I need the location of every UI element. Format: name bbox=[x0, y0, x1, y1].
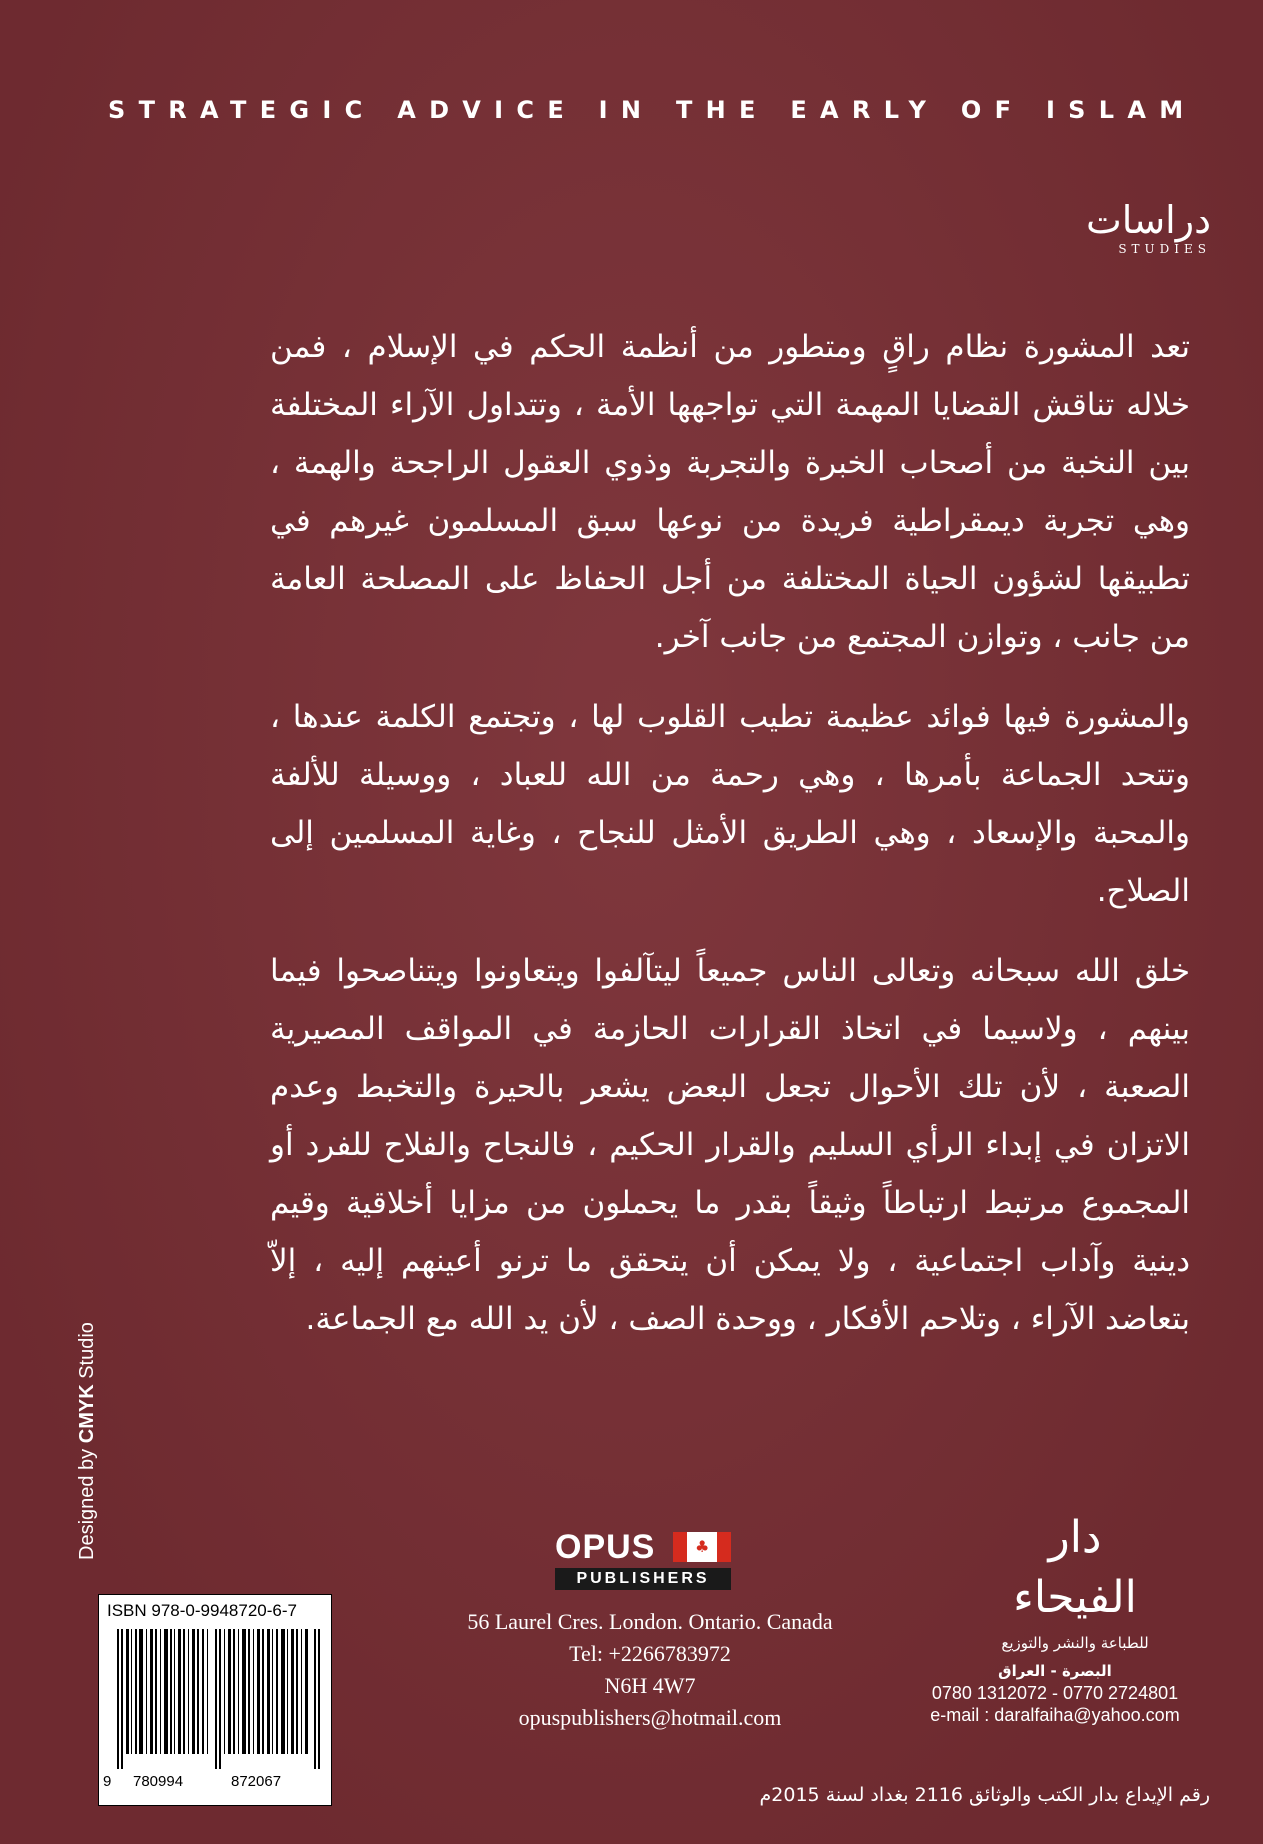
opus-contact bbox=[450, 1606, 850, 1734]
faiha-phones: 0780 1312072 - 0770 2724801 bbox=[931, 1683, 1179, 1703]
faiha-logo-sub: للطباعة والنشر والتوزيع bbox=[1001, 1634, 1149, 1652]
series-english: STUDIES bbox=[1118, 242, 1211, 256]
barcode-bars bbox=[117, 1629, 322, 1769]
credit-prefix: Designed by bbox=[76, 1443, 98, 1560]
barcode-digits-left: 780994 bbox=[133, 1773, 184, 1790]
canada-flag-icon: ♣ bbox=[673, 1532, 731, 1562]
barcode-digits-right: 872067 bbox=[231, 1773, 282, 1790]
english-title: STRATEGIC ADVICE IN THE EARLY OF ISLAM bbox=[108, 96, 1197, 124]
blurb-paragraph-2: والمشورة فيها فوائد عظيمة تطيب القلوب لها ، وتجتمع الكلمة عندها ، وتتحد الجماعة بأمرها ، وهي رحمة من الله للعباد ، ووسيلة للألفة والمحبة والإسعاد ، وهي الطريق الأمثل للنجاح ، وغاية المسلمين إلى الصلاح. bbox=[270, 699, 1190, 909]
credit-brand: CMYK bbox=[76, 1384, 98, 1444]
opus-email: opuspublishers@hotmail.com bbox=[518, 1705, 782, 1730]
blurb-text bbox=[270, 318, 1190, 1370]
opus-address: 56 Laurel Cres. London. Ontario. Canada bbox=[467, 1609, 833, 1634]
isbn-barcode bbox=[98, 1594, 332, 1806]
opus-logo-subtitle: PUBLISHERS bbox=[555, 1568, 731, 1590]
barcode-digit-first: 9 bbox=[103, 1773, 112, 1790]
blurb-paragraph-3: خلق الله سبحانه وتعالى الناس جميعاً ليتآلفوا ويتعاونوا ويتناصحوا فيما بينهم ، ولاسيما في اتخاذ القرارات الحازمة في المواقف المصيرية الصعبة ، لأن تلك الأحوال تجعل البعض يشعر بالحيرة والتخبط وعدم الاتزان في إبداء الرأي السليم والقرار الحكيم ، فالنجاح والفلاح للفرد أو المجموع مرتبط ارتباطاً وثيقاً بقدر ما يحملون من مزايا أخلاقية وقيم دينية وآداب اجتماعية ، ولا يمكن أن يتحقق ما ترنو أعينهم إليه ، إلاّ بتعاضد الآراء ، وتلاحم الأفكار ، ووحدة الصف ، لأن يد الله مع الجماعة. bbox=[270, 953, 1190, 1337]
opus-postal-code: N6H 4W7 bbox=[604, 1673, 696, 1698]
deposit-number: رقم الإيداع بدار الكتب والوثائق 2116 بغداد لسنة 2015م bbox=[759, 1784, 1210, 1806]
isbn-number: ISBN 978-0-9948720-6-7 bbox=[107, 1601, 297, 1620]
credit-suffix: Studio bbox=[76, 1322, 98, 1385]
series-arabic: دراسات bbox=[1085, 198, 1211, 242]
blurb-paragraph-1: تعد المشورة نظام راقٍ ومتطور من أنظمة الحكم في الإسلام ، فمن خلاله تناقش القضايا المهمة التي تواجهها الأمة ، وتتداول الآراء المختلفة بين النخبة من أصحاب الخبرة والتجربة وذوي العقول الراجحة والهمة ، وهي تجربة ديمقراطية فريدة من نوعها سبق المسلمون غيرهم في تطبيقها لشؤون الحياة المختلفة من أجل الحفاظ على المصلحة العامة من جانب ، وتوازن المجتمع من جانب آخر. bbox=[270, 329, 1190, 655]
opus-publishers-logo bbox=[555, 1528, 735, 1592]
faiha-email: e-mail : daralfaiha@yahoo.com bbox=[930, 1705, 1180, 1725]
faiha-logo-main: دار الفيحاء bbox=[1013, 1512, 1137, 1623]
faiha-contact bbox=[895, 1660, 1215, 1726]
faiha-city: البصرة - العراق bbox=[998, 1662, 1112, 1680]
opus-tel: Tel: +2266783972 bbox=[569, 1641, 731, 1666]
opus-logo-word: OPUS bbox=[555, 1528, 656, 1566]
designer-credit bbox=[76, 1322, 99, 1560]
dar-alfaiha-logo bbox=[985, 1488, 1165, 1652]
series-label bbox=[1086, 200, 1211, 256]
